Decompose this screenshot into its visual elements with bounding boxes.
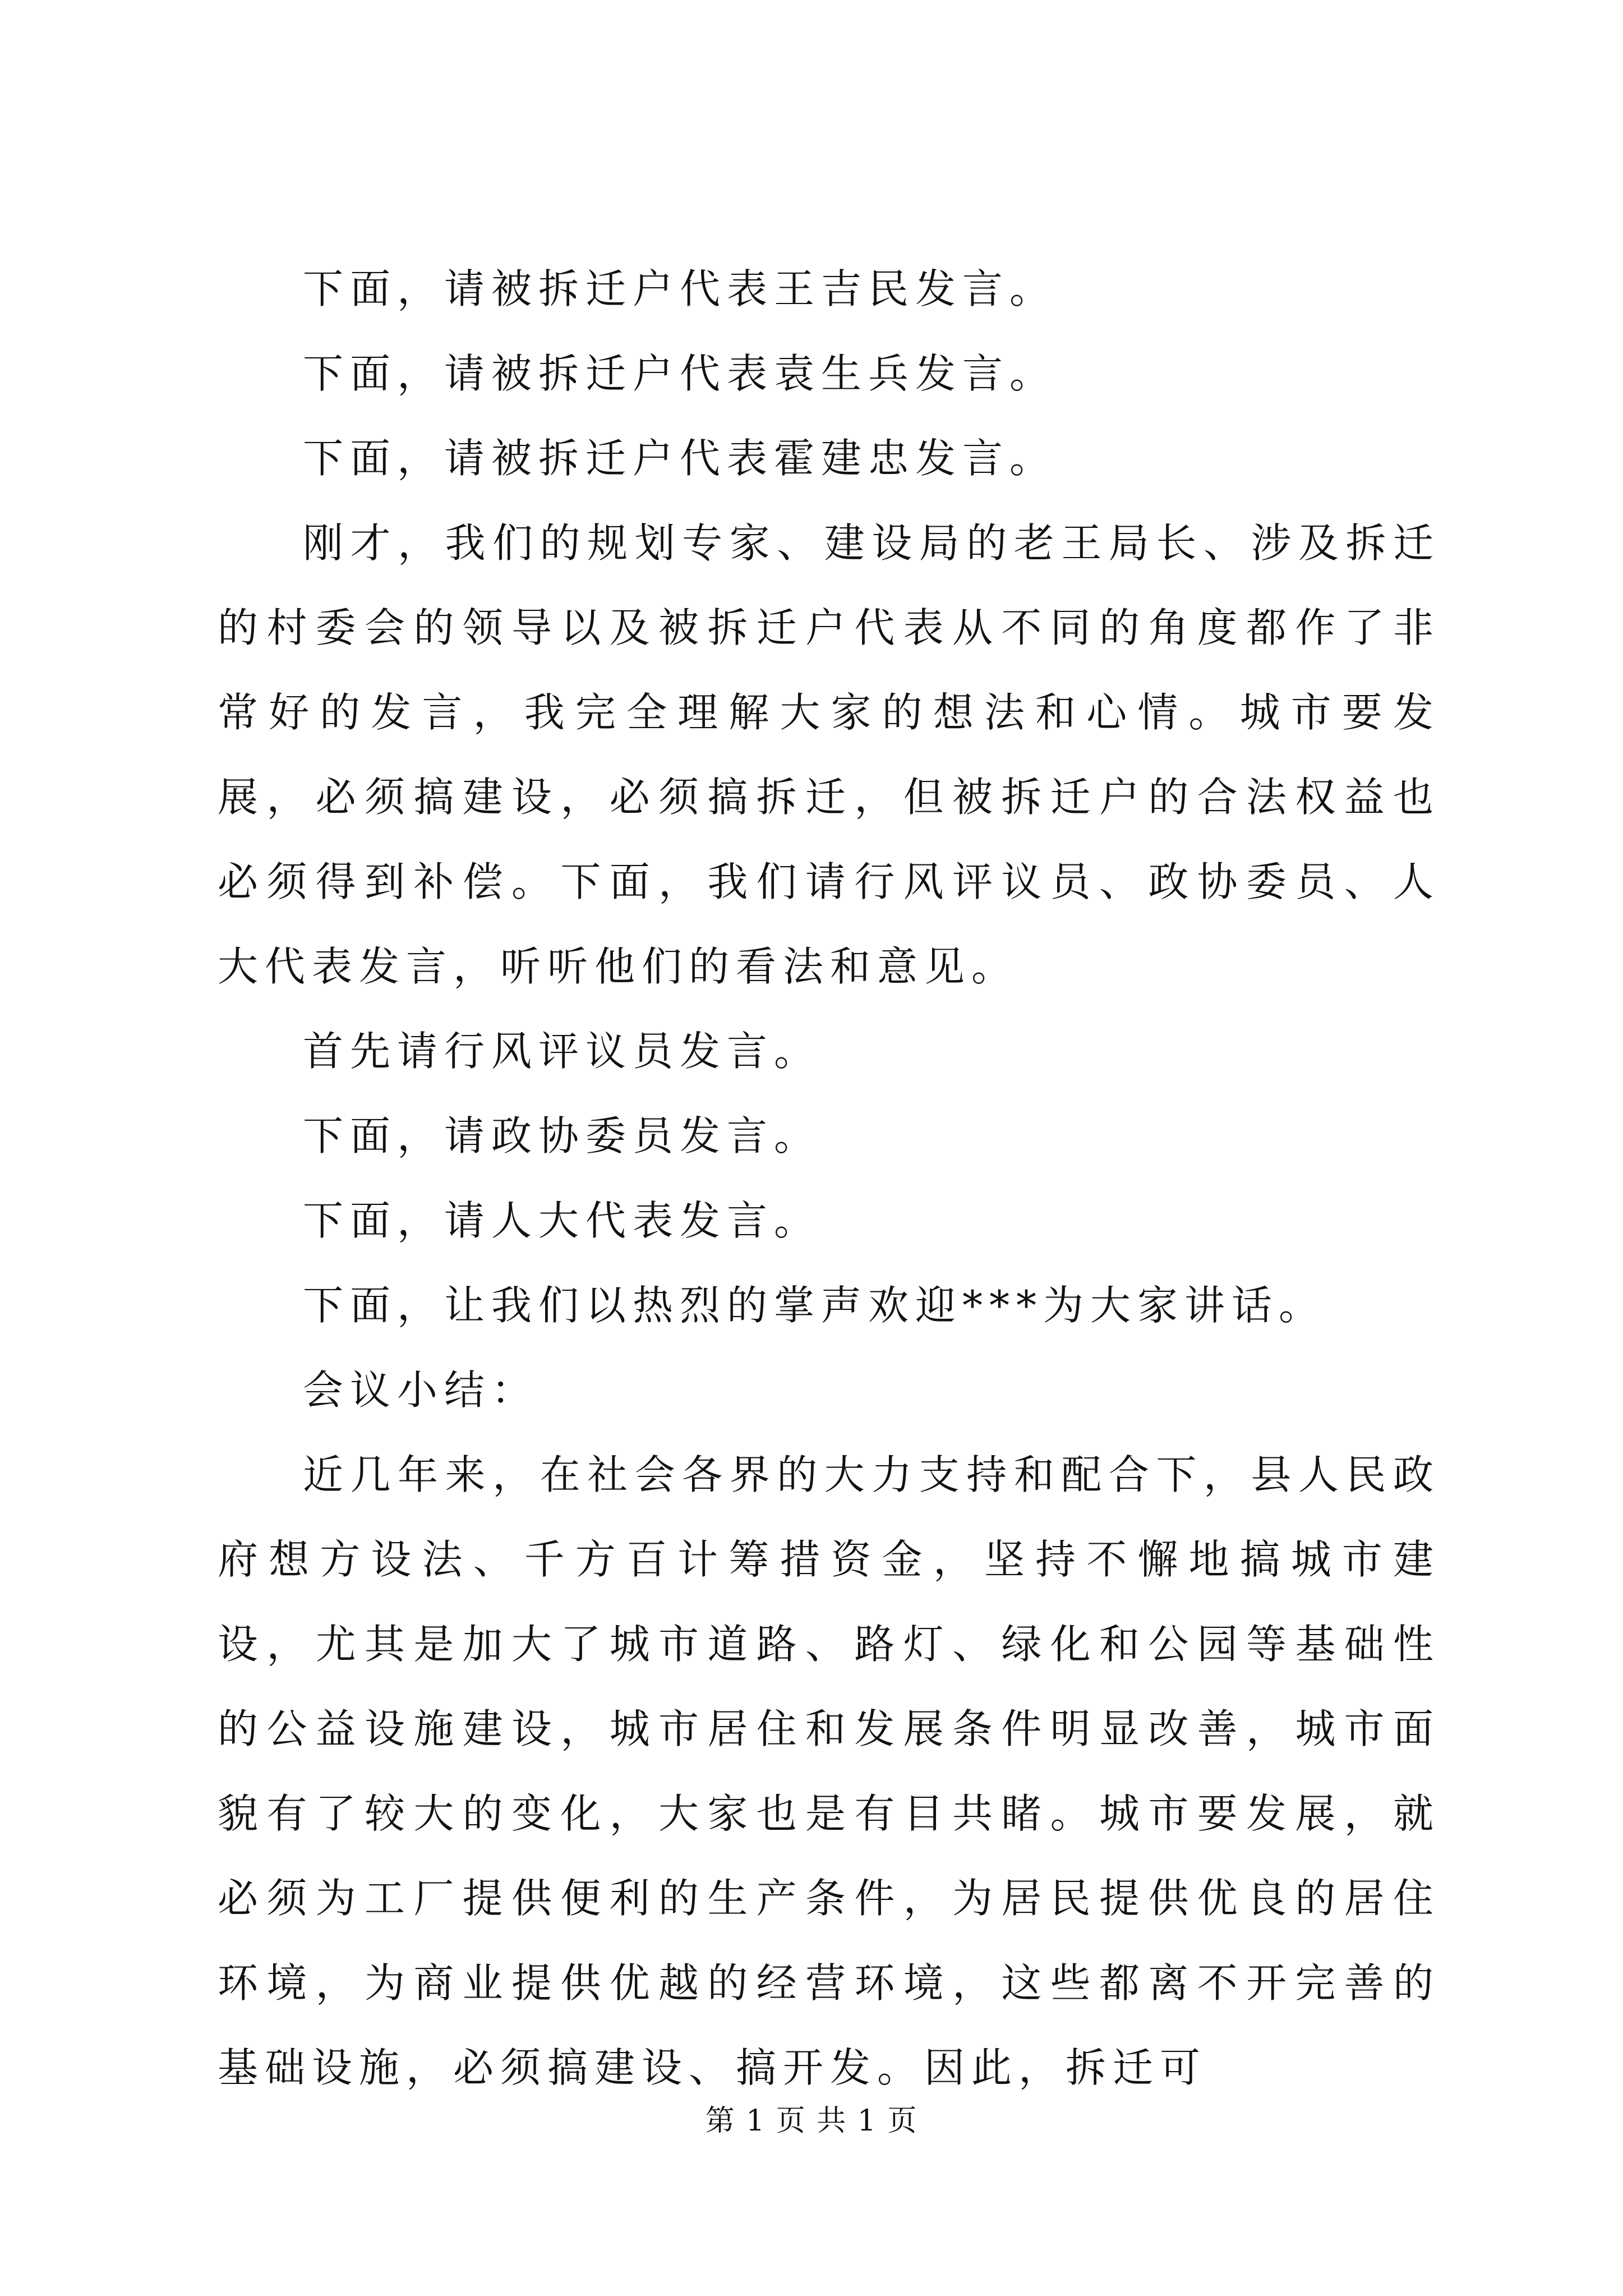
paragraph-npc-speech: 下面，请人大代表发言。 [303,1197,822,1244]
paragraph-speaker-huo-jianzhong: 下面，请被拆迁户代表霍建忠发言。 [303,435,1057,482]
paragraph-summary-heading: 会议小结： [303,1366,539,1414]
paragraph-host-remarks: 刚才，我们的规划专家、建设局的老王局长、涉及拆迁的村委会的领导以及被拆迁户代表从不同的角度都作了非常好的发言，我完全理解大家的想法和心情。城市要发展，必须搞建设，必须搞拆迁，但被拆迁户的合法权益也必须得到补偿。下面，我们请行风评议员、政协委员、人大代表发言，听听他们的看法和意见。 [218,519,1440,990]
page-footer: 第 1 页 共 1 页 [705,2104,918,2138]
paragraph-speaker-yuan-shengbing: 下面，请被拆迁户代表袁生兵发言。 [303,350,1057,397]
paragraph-summary-body: 近几年来，在社会各界的大力支持和配合下，县人民政府想方设法、千方百计筹措资金，坚持不懈地搞城市建设，尤其是加大了城市道路、路灯、绿化和公园等基础性的公益设施建设，城市居住和发展条件明显改善，城市面貌有了较大的变化，大家也是有目共睹。城市要发展，就必须为工厂提供便利的生产条件，为居民提供优良的居住环境，为商业提供优越的经营环境，这些都离不开完善的基础设施，必须搞建设、搞开发。因此，拆迁可 [218,1451,1440,2091]
paragraph-reviewer-speech: 首先请行风评议员发言。 [303,1028,822,1075]
paragraph-leader-speech: 下面，让我们以热烈的掌声欢迎***为大家讲话。 [303,1282,1326,1329]
paragraph-speaker-wang-jimin: 下面，请被拆迁户代表王吉民发言。 [303,265,1057,312]
document-body [218,247,1440,2110]
paragraph-cppcc-speech: 下面，请政协委员发言。 [303,1112,822,1159]
